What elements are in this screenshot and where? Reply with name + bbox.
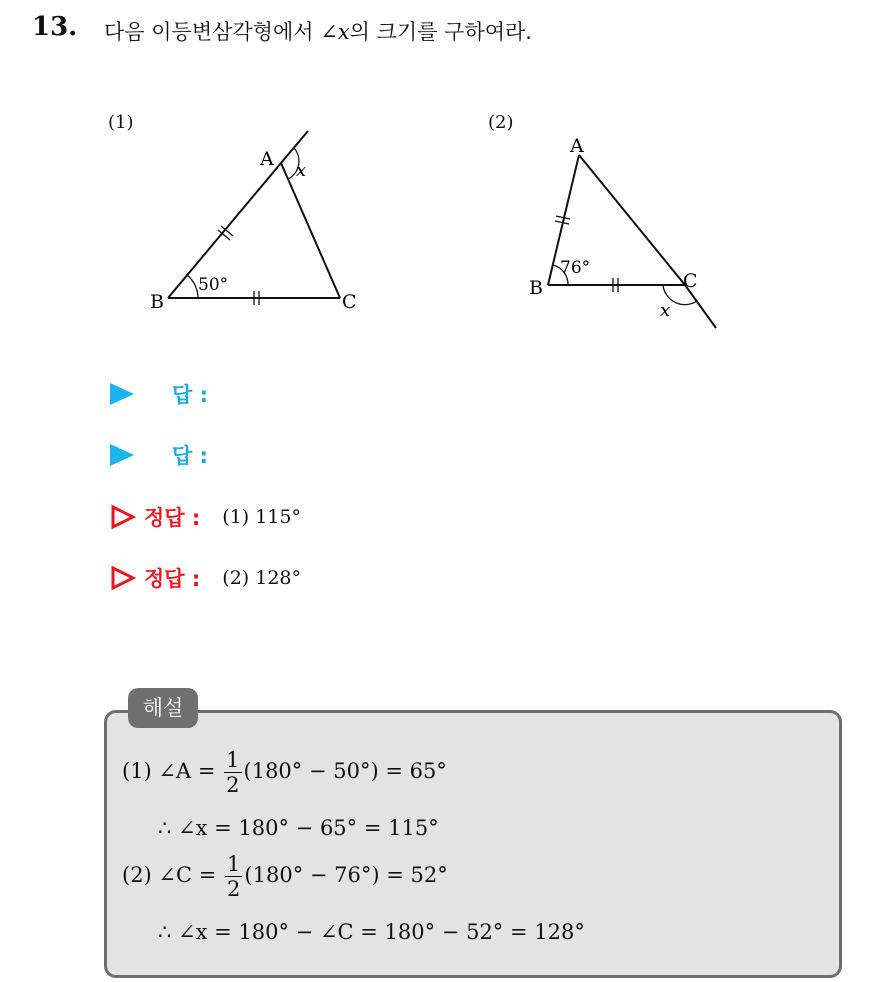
line3-prefix: (2) ∠C = [122,863,224,887]
fig2-vertex-c: C [683,270,698,292]
figure2-triangle [520,125,740,340]
answer-label: 답 : [172,383,208,407]
answer-row-1 [110,379,208,409]
angle-symbol: ∠x [320,20,350,44]
explanation-tag: 해설 [128,688,198,728]
fig1-extension [281,131,308,163]
line1-suffix: (180° − 50°) = 65° [243,759,447,783]
question-text-before: 다음 이등변삼각형에서 [104,20,321,44]
answer-row-2 [110,440,208,470]
answer-label: 답 : [172,444,208,468]
fig1-angle-label: 50° [198,275,229,295]
explanation-line-4: ∴ ∠x = 180° − ∠C = 180° − 52° = 128° [158,920,585,944]
fig1-side-ac [281,163,340,298]
fig1-vertex-c: C [342,291,357,313]
fig1-vertex-b: B [150,291,164,313]
question-text [104,16,532,46]
outline-play-arrow-icon [110,504,136,530]
figure1-label: (1) [108,112,134,133]
fraction-half: $\frac{1}{2}$ [226,748,240,797]
outline-play-arrow-icon [110,565,136,591]
play-arrow-icon [110,444,134,466]
fig2-x-label: x [660,300,671,321]
explanation-line-3 [122,852,448,901]
fig2-vertex-b: B [529,277,543,299]
explanation-line-2: ∴ ∠x = 180° − 65° = 115° [158,816,439,840]
correct-answer-label: 정답 : [144,506,201,530]
figure2-label: (2) [488,112,514,133]
fig2-angle-label: 76° [560,258,591,278]
fraction-half: $\frac{1}{2}$ [227,852,241,901]
correct-answer-row-1 [110,502,301,532]
question-text-after: 의 크기를 구하여라. [349,20,532,44]
correct-answer-value-1: (1) 115° [222,506,301,528]
fig1-vertex-a: A [260,148,274,170]
correct-answer-value-2: (2) 128° [222,567,301,589]
play-arrow-icon [110,383,134,405]
line1-prefix: (1) ∠A = [122,759,223,783]
question-number: 13. [32,12,78,42]
explanation-line-1 [122,748,447,797]
fig1-x-label: x [296,160,307,181]
fig2-vertex-a: A [570,135,584,157]
correct-answer-label: 정답 : [144,567,201,591]
fig1-angle-arc-b [187,275,198,298]
fig2-side-ac [579,155,685,285]
correct-answer-row-2 [110,563,301,593]
figure1-triangle [140,120,380,320]
line3-suffix: (180° − 76°) = 52° [244,863,448,887]
